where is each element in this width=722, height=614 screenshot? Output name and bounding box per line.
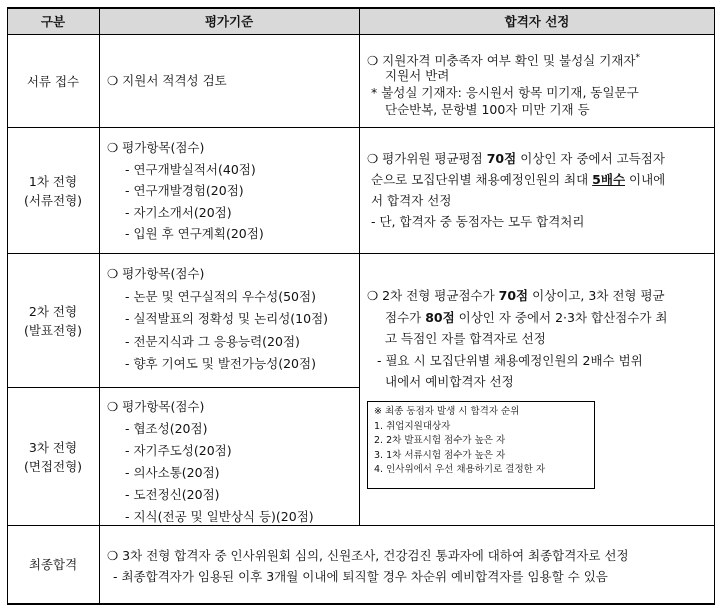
header-category: 구분	[7, 7, 99, 35]
second-third-selection: ❍ 2차 전형 평균점수가 70점 이상이고, 3차 전형 평균 점수가 80점 이상인 자 중에서 2·3차 합산점수가 최 고 득점인 자를 합격자로 선정 - 필요 시 모집단위별 채용예정인원의 2배수 범위 내에서 예비합격자 선정	[367, 288, 668, 389]
criteria-item: - 논문 및 연구실적의 우수성(50점)	[125, 288, 316, 304]
selection-criteria-table	[7, 7, 715, 605]
criteria-item: - 전문지식과 그 응용능력(20점)	[125, 333, 300, 349]
tie-rule: 3. 1차 서류시험 점수가 높은 자	[374, 449, 506, 461]
row-label-document: 서류 접수	[26, 73, 80, 89]
tie-rule: 4. 인사위에서 우선 채용하기로 결정한 자	[374, 464, 545, 475]
criteria-item: - 도전정신(20점)	[125, 487, 220, 502]
first-selection: ❍ 평가위원 평균평점 70점 이상인 자 중에서 고득점자 순으로 모집단위별 채용예정인원의 최대 5배수 이내에 서 합격자 선정 - 단, 합격자 중 동점자는 모두 합격처리	[367, 151, 666, 229]
tie-rule: 1. 취업지원대상자	[374, 420, 451, 432]
row-divider	[7, 127, 715, 128]
criteria-item: - 의사소통(20점)	[125, 465, 220, 480]
table-right-border	[714, 7, 715, 605]
tie-break-box: ※ 최종 동점자 발생 시 합격자 순위 1. 취업지원대상자 2. 2차 발표시험 점수가 높은 자 3. 1차 서류시험 점수가 높은 자 4. 인사위에서 우선 채용하기로 결정한 자	[367, 401, 595, 489]
row-label-second-stage: 2차 전형 (발표전형)	[23, 303, 83, 338]
final-selection: ❍ 3차 전형 합격자 중 인사위원회 심의, 신원조사, 건강검진 통과자에 대하여 최종합격자로 선정 - 최종합격자가 임용된 이후 3개월 이내에 퇴직할 경우 차순위 예비합격자를 임용할 수 있음	[107, 548, 629, 584]
criteria-item: - 향후 기여도 및 발전가능성(20점)	[125, 356, 316, 371]
first-criteria: ❍ 평가항목(점수) - 연구개발실적서(40점) - 연구개발경험(20점) - 자기소개서(20점) - 입원 후 연구계획(20점)	[107, 137, 357, 245]
table-bottom-border	[7, 603, 715, 605]
row-label-first-stage: 1차 전형 (서류전형)	[23, 173, 83, 208]
second-criteria: ❍ 평가항목(점수) - 논문 및 연구실적의 우수성(50점) - 실적발표의 정확성 및 논리성(10점) - 전문지식과 그 응용능력(20점) - 향후 기여도 및 발전가능성(20점)	[107, 263, 357, 376]
header-divider	[7, 34, 715, 35]
header-criteria: 평가기준	[99, 7, 359, 35]
criteria-item: - 연구개발실적서(40점)	[125, 161, 256, 177]
column-divider	[99, 7, 100, 605]
tie-rule: 2. 2차 발표시험 점수가 높은 자	[374, 435, 506, 446]
row-label-third-stage: 3차 전형 (면접전형)	[23, 439, 83, 474]
criteria-item: - 자기주도성(20점)	[125, 443, 232, 458]
criteria-item: - 실적발표의 정확성 및 논리성(10점)	[125, 311, 329, 326]
row-label-final: 최종합격	[28, 557, 78, 572]
column-divider	[359, 7, 360, 525]
criteria-item: - 입원 후 연구계획(20점)	[125, 226, 264, 241]
third-criteria: ❍ 평가항목(점수) - 협조성(20점) - 자기주도성(20점) - 의사소통(20점) - 도전정신(20점) - 지식(전공 및 일반상식 등)(20점)	[107, 396, 357, 528]
criteria-item: - 지식(전공 및 일반상식 등)(20점)	[125, 509, 314, 524]
doc-criteria: ❍ 지원서 적격성 검토	[107, 73, 227, 88]
row-divider	[7, 253, 715, 254]
doc-selection: ❍ 지원자격 미충족자 여부 확인 및 불성실 기재자* 지원서 반려 * 불성실 기재자: 응시원서 항목 미기재, 동일문구 단순반복, 문항별 100자 미만 기재 등	[367, 53, 640, 118]
criteria-item: - 협조성(20점)	[125, 421, 208, 436]
criteria-item: - 자기소개서(20점)	[125, 204, 232, 220]
criteria-item: - 연구개발경험(20점)	[125, 183, 244, 198]
header-selection: 합격자 선정	[359, 7, 715, 35]
table-top-border	[7, 7, 715, 9]
